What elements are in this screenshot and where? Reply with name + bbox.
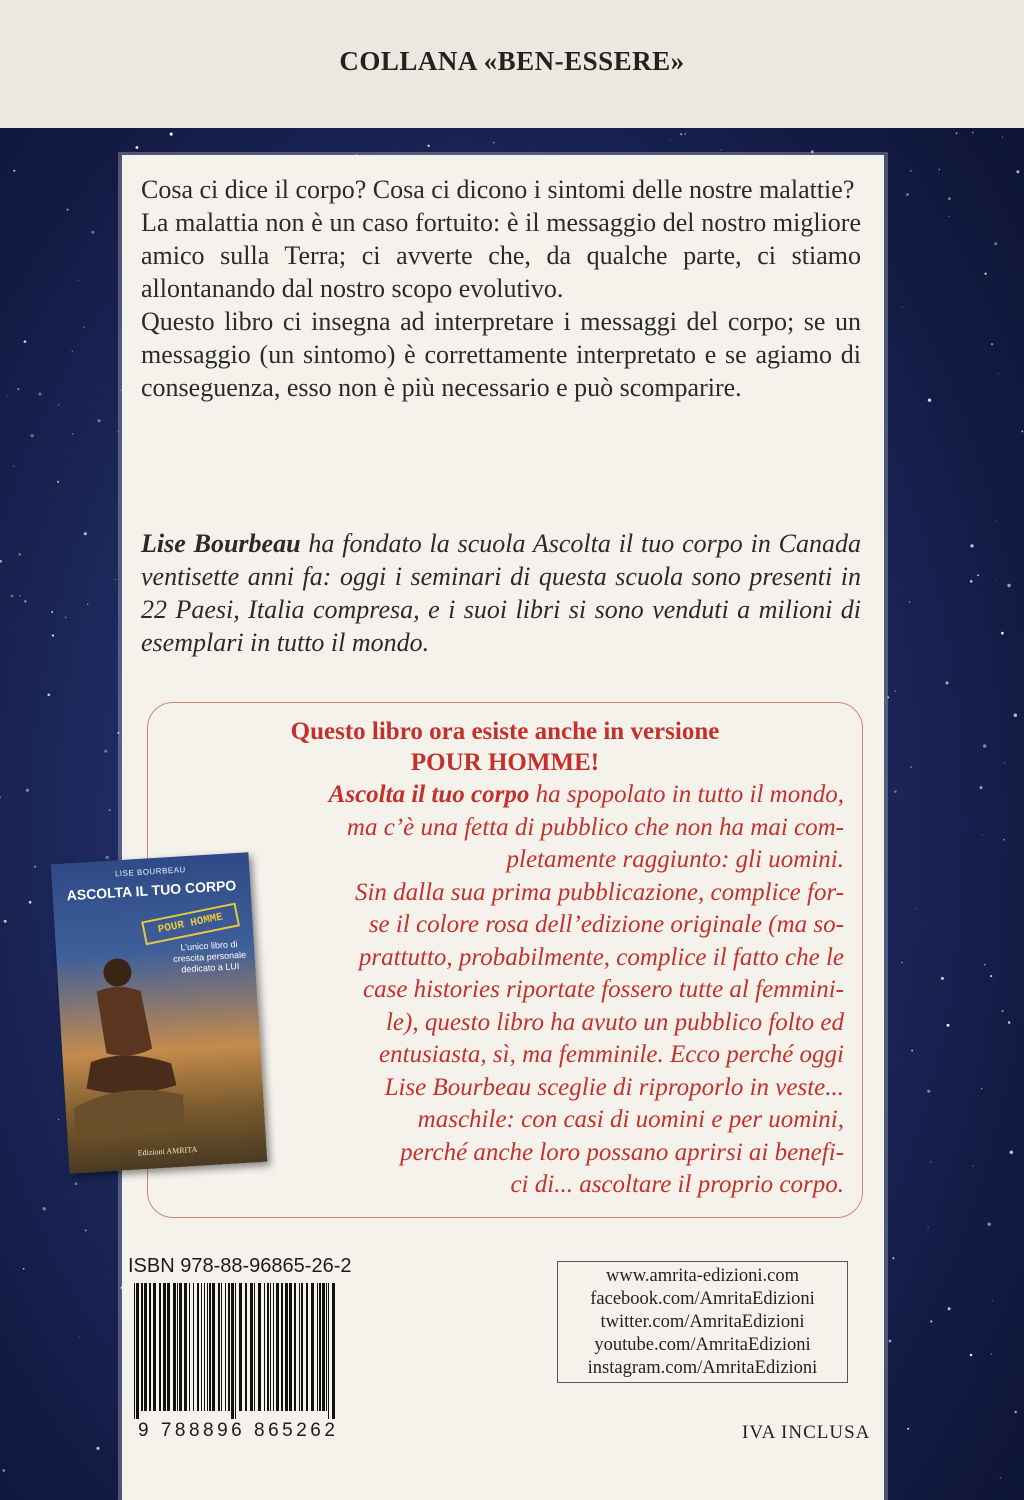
author-bio [141,527,861,659]
star [58,404,59,405]
promo-line: Sin dalla sua prima pubblicazione, complice for- [354,878,844,906]
meditating-man-icon [63,927,185,1133]
star [24,340,27,343]
author-bio-text: ha fondato la scuola Ascolta il tuo corpo in Canada ventisette anni fa: oggi i seminari di questa scuola sono presenti in 22 Paesi, Italia compresa, e i suoi libri si sono venduti a milioni di esemplari in tutto il mondo. [141,529,862,657]
star [972,1165,973,1166]
barcode-bar [197,1283,199,1411]
star [889,1340,892,1343]
barcode-bar [134,1283,135,1419]
barcode-bar [294,1283,296,1411]
barcode-bar [245,1283,247,1411]
star [930,1161,931,1162]
star [1007,584,1010,587]
star [901,306,902,307]
barcode-bar [173,1283,176,1411]
star [970,1354,973,1357]
star [51,611,53,613]
star [135,146,138,149]
mini-cover-author: LISE BOURBEAU [114,865,187,879]
star [96,1447,99,1450]
star [915,908,916,909]
star [1008,1021,1011,1024]
star [91,231,94,234]
star [972,132,974,134]
barcode-bar [136,1283,139,1419]
star [52,635,54,637]
intro-line: La malattia non è un caso fortuito: è il messaggio del nostro migliore amico sulla Terra; ci avverte che, da qualche parte, ci stiamo allontanando dal nostro scopo evolutivo. [141,208,861,303]
star [984,964,986,966]
star [493,142,494,143]
star [990,975,992,977]
star [680,133,682,135]
barcode-bar [201,1283,202,1411]
star [170,133,173,136]
barcode-bar [250,1283,253,1411]
star [3,1469,6,1472]
star [1002,1010,1004,1012]
star [57,481,59,483]
intro-line: Cosa ci dice il corpo? Cosa ci dicono i sintomi delle nostre malattie? [141,175,855,204]
vat-note: IVA INCLUSA [742,1422,871,1443]
promo-heading-line: POUR HOMME! [410,749,600,776]
star [927,1090,930,1093]
star [65,617,66,618]
star [949,216,950,217]
star [24,600,26,602]
intro-text [141,173,861,404]
star [985,273,987,275]
star [956,132,958,134]
barcode-bar [322,1283,325,1411]
star [1003,839,1005,841]
star [11,595,14,598]
star [685,133,686,134]
isbn: ISBN 978-88-96865-26-2 [128,1255,352,1277]
barcode-bar [179,1283,182,1411]
intro-line: Questo libro ci insegna ad interpretare i messaggi del corpo; se un messaggio (un sintomo) è correttamente interpretato e se agiamo di conseguenza, esso non è più necessario e può scomparire. [141,307,861,402]
star [981,1088,982,1089]
star [895,691,896,692]
star [1010,1151,1013,1154]
star [906,193,909,196]
star [1002,137,1003,138]
star [30,434,33,437]
barcode-bar [281,1283,283,1411]
barcode-bar [163,1283,166,1411]
star [995,521,996,522]
barcode-bar [258,1283,261,1411]
mini-cover-stamp: POUR HOMME [141,903,240,946]
barcode-bar [189,1283,190,1411]
barcode-bar [306,1283,308,1411]
author-name: Lise Bourbeau [141,529,301,558]
promo-line: Lise Bourbeau sceglie di riproporlo in veste... [384,1073,844,1101]
barcode-bar [231,1283,234,1419]
star [991,343,993,345]
barcode-bar [212,1283,215,1411]
pour-homme-book-cover [51,852,268,1174]
star [997,373,998,374]
barcode-bar [218,1283,220,1411]
twitter-link[interactable]: twitter.com/AmritaEdizioni [600,1312,805,1332]
barcode-bar [326,1283,327,1411]
promo-line: entusiasta, sì, ma femminile. Ecco perché oggi [379,1041,844,1068]
barcode-bar [317,1283,318,1411]
star [42,1207,46,1211]
star [87,604,88,605]
star [947,1024,950,1027]
promo-book-title: Ascolta il tuo corpo [328,781,530,808]
barcode-bar [167,1283,170,1411]
barcode-bar [209,1283,211,1411]
barcode-bar [141,1283,143,1411]
star [1004,762,1005,763]
star [47,693,50,696]
star [982,834,983,835]
star [894,790,896,792]
barcode-bar [264,1283,265,1411]
star [109,809,111,811]
star [938,169,940,171]
promo-line: pletamente raggiunto: gli uomini. [506,846,844,873]
mini-cover-tagline: L’unico libro di crescita personale dedicato a LUI [172,939,247,975]
instagram-link[interactable]: instagram.com/AmritaEdizioni [587,1358,818,1378]
star [911,1050,913,1052]
barcode-bar [273,1283,274,1411]
promo-line: ma c’è una fetta di pubblico che non ha mai com- [346,813,844,841]
barcode-bar [193,1283,194,1411]
star [991,1353,992,1354]
star [721,149,722,150]
star [84,532,87,535]
star [948,197,951,200]
facebook-link[interactable]: facebook.com/AmritaEdizioni [590,1289,815,1309]
barcode-bar [301,1283,303,1411]
barcode [130,1283,340,1419]
barcode-bar [267,1283,269,1411]
star [910,766,912,768]
star [97,419,100,422]
star [983,744,987,748]
barcode-bar [254,1283,255,1411]
star [58,1119,59,1120]
star [105,856,108,859]
barcode-bar [204,1283,205,1411]
star [670,140,671,141]
star [29,901,32,904]
promo-line: ci di... ascoltare il proprio corpo. [510,1171,844,1198]
star [18,553,21,556]
star [970,580,973,583]
promo-heading-line: Questo libro ora esiste anche in versione [290,718,720,745]
barcode-bar [285,1283,288,1411]
star [995,580,996,581]
barcode-bar [184,1283,187,1411]
star [78,1337,79,1338]
star [928,398,931,401]
star [23,1268,25,1270]
promo-text [272,779,844,1202]
star [0,560,2,563]
star [994,242,997,245]
star [38,392,41,395]
star [945,681,948,684]
star [1021,430,1023,432]
barcode-bar [144,1283,147,1411]
star [988,1223,991,1226]
barcode-bar [207,1283,208,1411]
barcode-bar [149,1283,151,1411]
star [115,579,116,580]
star [13,466,14,467]
mini-cover-title: ASCOLTA IL TUO CORPO [66,877,237,904]
promo-line: maschile: con casi di uomini e per uomini, [417,1106,844,1133]
star [902,962,903,963]
star [941,977,944,980]
barcode-bar [289,1283,292,1411]
barcode-bar [299,1283,300,1411]
star [72,351,73,352]
star [0,796,1,798]
star [83,326,84,327]
star [67,209,69,211]
star [72,433,73,434]
barcode-bar [177,1283,178,1411]
star [1016,170,1019,173]
web-links-box [557,1261,848,1383]
promo-line: prattutto, probabilmente, complice il fatto che le [358,943,844,971]
star [992,1300,993,1301]
promo-heading [147,716,863,778]
promo-line: case histories riportate fossero tutte al femmini- [363,976,844,1003]
star [930,1320,932,1322]
barcode-bar [225,1283,226,1411]
star [75,1182,78,1185]
barcode-bar [332,1283,335,1419]
star [26,789,29,792]
star [1001,632,1004,635]
star [13,170,15,172]
promo-line: le), questo libro ha avuto un pubblico folto ed [385,1008,844,1036]
barcode-bar [328,1283,329,1419]
star [979,786,982,789]
barcode-bar [221,1283,222,1411]
barcode-bar [319,1283,321,1411]
star [1000,1477,1002,1479]
barcode-digits: 9 788896 865262 [138,1420,339,1441]
star [34,865,37,868]
barcode-bar [159,1283,161,1411]
star [970,544,973,547]
promo-line: Ascolta il tuo corpo ha spopolato in tutto il mondo, [328,781,844,808]
barcode-bar [228,1283,230,1411]
promo-line: se il colore rosa dell’edizione originale (ma so- [368,911,844,938]
star [4,920,7,923]
star [928,1227,929,1228]
barcode-bar [276,1283,279,1411]
website-link[interactable]: www.amrita-edizioni.com [606,1266,799,1286]
youtube-link[interactable]: youtube.com/AmritaEdizioni [594,1335,811,1355]
star [17,388,19,390]
mini-cover-publisher: Edizioni AMRITA [137,1144,198,1158]
star [104,750,107,753]
barcode-bar [239,1283,242,1411]
star [20,595,21,596]
barcode-bar [153,1283,156,1411]
star [907,1428,909,1430]
barcode-bar [270,1283,271,1411]
star [892,1257,894,1259]
star [85,1230,87,1232]
star [1015,1411,1017,1413]
promo-line: perché anche loro possano aprirsi ai benefi- [400,1138,844,1166]
barcode-bar [311,1283,314,1411]
star [1014,713,1017,716]
star [909,601,911,603]
star [427,145,429,147]
star [948,1307,951,1310]
star [910,170,912,172]
star [7,395,8,396]
series-title: COLLANA «BEN-ESSERE» [339,46,685,76]
star [77,279,78,280]
star [977,574,979,576]
barcode-bar [235,1283,236,1419]
